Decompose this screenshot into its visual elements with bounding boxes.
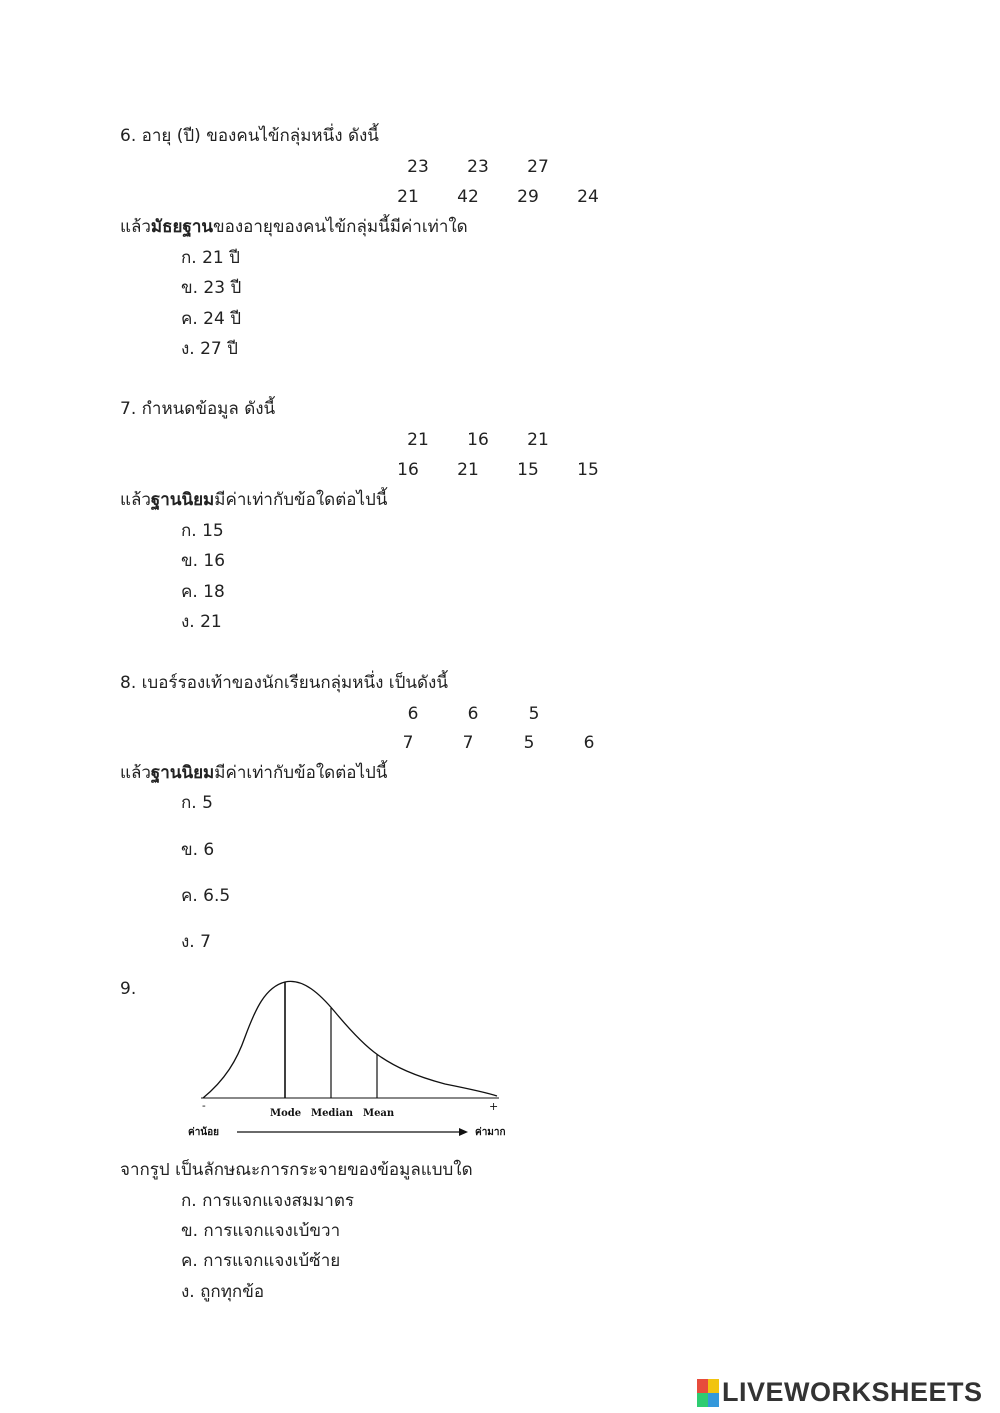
- q6-question-post: ของอายุของคนไข้กลุ่มนี้มีค่าเท่าใด: [213, 217, 468, 237]
- q6-value: 21: [397, 187, 419, 207]
- q7-value: 16: [397, 460, 419, 480]
- axis-right-label: ค่ามาก: [475, 1127, 506, 1138]
- q8-question-post: มีค่าเท่ากับข้อใดต่อไปนี้: [214, 763, 388, 783]
- q7-value: 21: [527, 430, 549, 450]
- plus-sign: +: [489, 1100, 499, 1113]
- mode-label: Mode: [270, 1108, 302, 1119]
- minus-sign: -: [202, 1099, 206, 1112]
- q7-question-pre: แล้ว: [120, 490, 151, 510]
- q6-value: 29: [517, 187, 539, 207]
- q8-value: 5: [523, 733, 535, 753]
- q8-value: 7: [462, 733, 474, 753]
- axis-left-label: ค่าน้อย: [188, 1127, 220, 1138]
- q7-value: 16: [467, 430, 489, 450]
- q7-stem: 7. กำหนดข้อมูล ดังนี้: [120, 399, 276, 419]
- logo-text: LIVEWORKSHEETS: [722, 1377, 983, 1407]
- q6-option-d[interactable]: ง. 27 ปี: [181, 339, 238, 359]
- skew-distribution-figure: [185, 972, 525, 1147]
- q6-value: 27: [527, 157, 549, 177]
- q7-value: 15: [517, 460, 539, 480]
- q6-value: 42: [457, 187, 479, 207]
- q9-number: 9.: [120, 979, 137, 999]
- q8-question-pre: แล้ว: [120, 763, 151, 783]
- q9-option-c[interactable]: ค. การแจกแจงเบ้ซ้าย: [181, 1251, 341, 1271]
- q7-option-a[interactable]: ก. 15: [181, 521, 224, 541]
- q7-value: 15: [577, 460, 599, 480]
- q9-option-d[interactable]: ง. ถูกทุกข้อ: [181, 1282, 265, 1302]
- q9-question: จากรูป เป็นลักษณะการกระจายของข้อมูลแบบใด: [120, 1160, 473, 1180]
- q8-option-d[interactable]: ง. 7: [181, 932, 211, 952]
- liveworksheets-logo[interactable]: [697, 1377, 983, 1408]
- q6-option-c[interactable]: ค. 24 ปี: [181, 309, 242, 329]
- q8-value: 6: [467, 704, 479, 724]
- distribution-curve: [203, 981, 497, 1098]
- q7-option-d[interactable]: ง. 21: [181, 612, 222, 632]
- q9-option-a[interactable]: ก. การแจกแจงสมมาตร: [181, 1191, 355, 1211]
- q8-question: [120, 762, 387, 784]
- q7-question: [120, 489, 387, 511]
- q8-option-b[interactable]: ข. 6: [181, 840, 215, 860]
- q6-question-pre: แล้ว: [120, 217, 151, 237]
- median-label: Median: [311, 1108, 353, 1119]
- axis-arrow-head: [459, 1128, 468, 1136]
- q6-question-keyword: มัธยฐาน: [150, 217, 214, 237]
- q6-value: 24: [577, 187, 599, 207]
- q7-question-keyword: ฐานนิยม: [150, 490, 215, 510]
- q8-value: 5: [528, 704, 540, 724]
- q7-option-b[interactable]: ข. 16: [181, 551, 226, 571]
- q6-question: [120, 216, 468, 238]
- q6-stem: 6. อายุ (ปี) ของคนไข้กลุ่มหนึ่ง ดังนี้: [120, 126, 379, 146]
- q6-option-a[interactable]: ก. 21 ปี: [181, 248, 240, 268]
- q8-question-keyword: ฐานนิยม: [150, 763, 215, 783]
- q7-question-post: มีค่าเท่ากับข้อใดต่อไปนี้: [214, 490, 388, 510]
- q6-value: 23: [407, 157, 429, 177]
- q8-value: 6: [583, 733, 595, 753]
- q8-option-a[interactable]: ก. 5: [181, 793, 213, 813]
- q8-value: 7: [402, 733, 414, 753]
- q7-option-c[interactable]: ค. 18: [181, 582, 225, 602]
- q7-value: 21: [407, 430, 429, 450]
- logo-mark-icon: [697, 1379, 719, 1407]
- q7-value: 21: [457, 460, 479, 480]
- mean-label: Mean: [363, 1108, 395, 1119]
- q8-value: 6: [407, 704, 419, 724]
- q9-option-b[interactable]: ข. การแจกแจงเบ้ขวา: [181, 1221, 341, 1241]
- q8-option-c[interactable]: ค. 6.5: [181, 886, 231, 906]
- q6-value: 23: [467, 157, 489, 177]
- q6-option-b[interactable]: ข. 23 ปี: [181, 278, 242, 298]
- q8-stem: 8. เบอร์รองเท้าของนักเรียนกลุ่มหนึ่ง เป็นดังนี้: [120, 673, 448, 693]
